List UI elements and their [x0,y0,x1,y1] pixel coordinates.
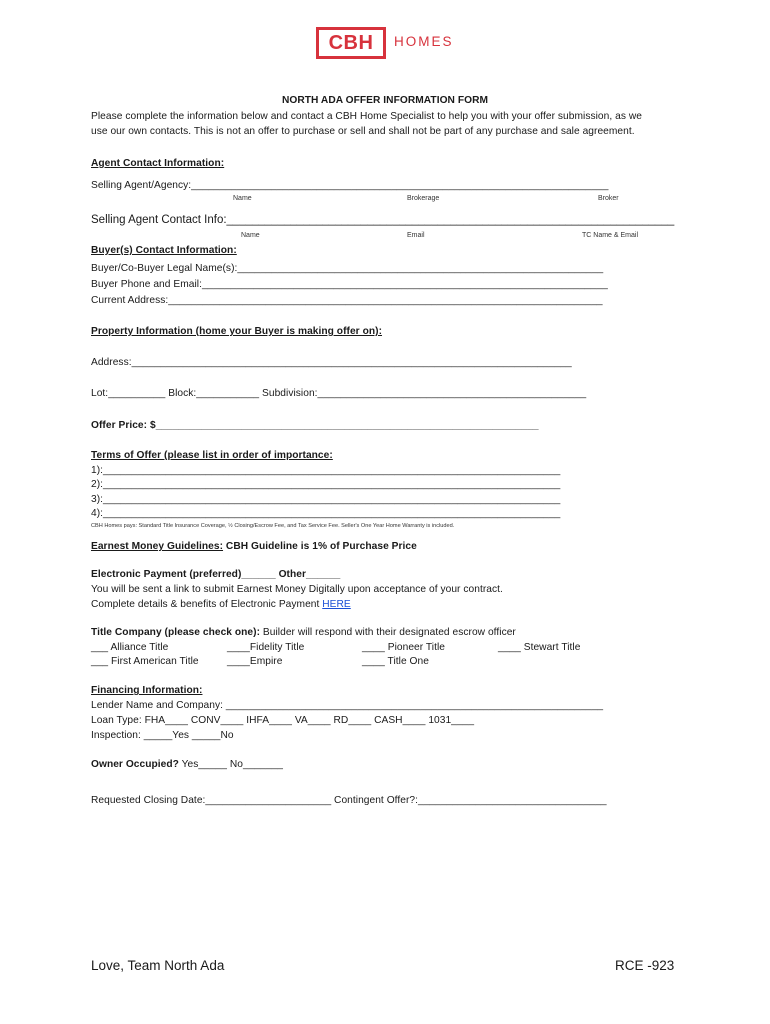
intro-line-2: use our own contacts. This is not an offer to purchase or sell and shall not be part of any purchase and sale agreement. [91,126,635,137]
logo-wordmark: HOMES [394,34,454,49]
earnest-line-1: You will be sent a link to submit Earnest Money Digitally upon acceptance of your contract. [91,584,503,595]
form-title: NORTH ADA OFFER INFORMATION FORM [281,95,489,106]
offer-price-field[interactable] [91,420,539,431]
offer-price-label: Offer Price: $ [91,420,156,431]
closing-contingent-field[interactable]: Requested Closing Date:______________________ Contingent Offer?:_________________________________ [91,795,607,806]
option-alliance-title[interactable]: ___ Alliance Title [91,642,169,653]
earnest-money-row [91,541,417,552]
option-stewart-title[interactable]: ____ Stewart Title [498,642,581,653]
logo-mark-text: CBH [328,31,374,54]
terms-heading: Terms of Offer (please list in order of importance: [91,450,333,461]
selling-agent-agency-field[interactable]: Selling Agent/Agency:_________________________________________________________________________ [91,180,609,191]
buyer-phone-email-field[interactable]: Buyer Phone and Email:_______________________________________________________________________ [91,279,608,290]
inspection-field[interactable]: Inspection: _____Yes _____No [91,730,234,741]
contact-sub-email: Email [407,232,425,239]
contact-sub-tc: TC Name & Email [582,232,639,239]
earnest-heading: Earnest Money Guidelines: [91,541,224,552]
electronic-payment-link[interactable]: HERE [322,599,351,610]
option-title-one[interactable]: ____ Title One [362,656,429,667]
option-empire[interactable]: ____Empire [227,656,283,667]
option-first-american-title[interactable]: ___ First American Title [91,656,199,667]
earnest-guideline: CBH Guideline is 1% of Purchase Price [223,541,417,552]
option-fidelity-title[interactable]: ____Fidelity Title [227,642,305,653]
offer-price-line: ___________________________________________________________________ [155,420,539,431]
earnest-line-2-text: Complete details & benefits of Electronic Payment [91,599,323,610]
owner-occupied-options: Yes_____ No_______ [178,759,283,770]
terms-line-4[interactable]: 4):________________________________________________________________________________ [91,508,561,519]
property-address-field[interactable]: Address:_____________________________________________________________________________ [91,357,572,368]
cbh-pays-note: CBH Homes pays: Standard Title Insurance Coverage, ½ Closing/Escrow Fee, and Tax Service Fee. Seller's One Year Home Warranty is included. [91,523,455,529]
earnest-line-2 [91,599,351,610]
buyer-legal-names-field[interactable]: Buyer/Co-Buyer Legal Name(s):________________________________________________________________ [91,263,604,274]
owner-occupied-field[interactable] [91,759,283,770]
contact-sub-name: Name [241,232,260,239]
buyer-heading: Buyer(s) Contact Information: [91,245,237,256]
title-company-row [91,627,516,638]
title-company-heading: Title Company (please check one): [91,627,261,638]
intro-line-1: Please complete the information below and contact a CBH Home Specialist to help you with your offer submission, as we [91,111,642,122]
loan-type-field[interactable]: Loan Type: FHA____ CONV____ IHFA____ VA____ RD____ CASH____ 1031____ [91,715,475,726]
buyer-current-address-field[interactable]: Current Address:____________________________________________________________________________ [91,295,603,306]
agency-sub-broker: Broker [598,195,619,202]
owner-occupied-label: Owner Occupied? [91,759,179,770]
payment-method-field[interactable]: Electronic Payment (preferred)______ Other______ [91,569,341,580]
lot-block-subdivision-field[interactable]: Lot:__________ Block:___________ Subdivision:_______________________________________________ [91,388,587,399]
terms-line-3[interactable]: 3):________________________________________________________________________________ [91,494,561,505]
lender-field[interactable]: Lender Name and Company: __________________________________________________________________ [91,700,604,711]
selling-agent-contact-field[interactable]: Selling Agent Contact Info:______________________________________________________________________ [91,214,675,226]
agent-heading: Agent Contact Information: [91,158,225,169]
cbh-logo-mark [316,27,386,59]
footer-signoff: Love, Team North Ada [91,958,225,973]
title-company-desc: Builder will respond with their designated escrow officer [260,627,516,638]
agency-sub-name: Name [233,195,252,202]
terms-line-1[interactable]: 1):________________________________________________________________________________ [91,465,561,476]
property-heading: Property Information (home your Buyer is making offer on): [91,326,383,337]
footer-code: RCE -923 [615,958,675,973]
financing-heading: Financing Information: [91,685,203,696]
agency-sub-brokerage: Brokerage [407,195,440,202]
option-pioneer-title[interactable]: ____ Pioneer Title [362,642,446,653]
terms-line-2[interactable]: 2):________________________________________________________________________________ [91,479,561,490]
